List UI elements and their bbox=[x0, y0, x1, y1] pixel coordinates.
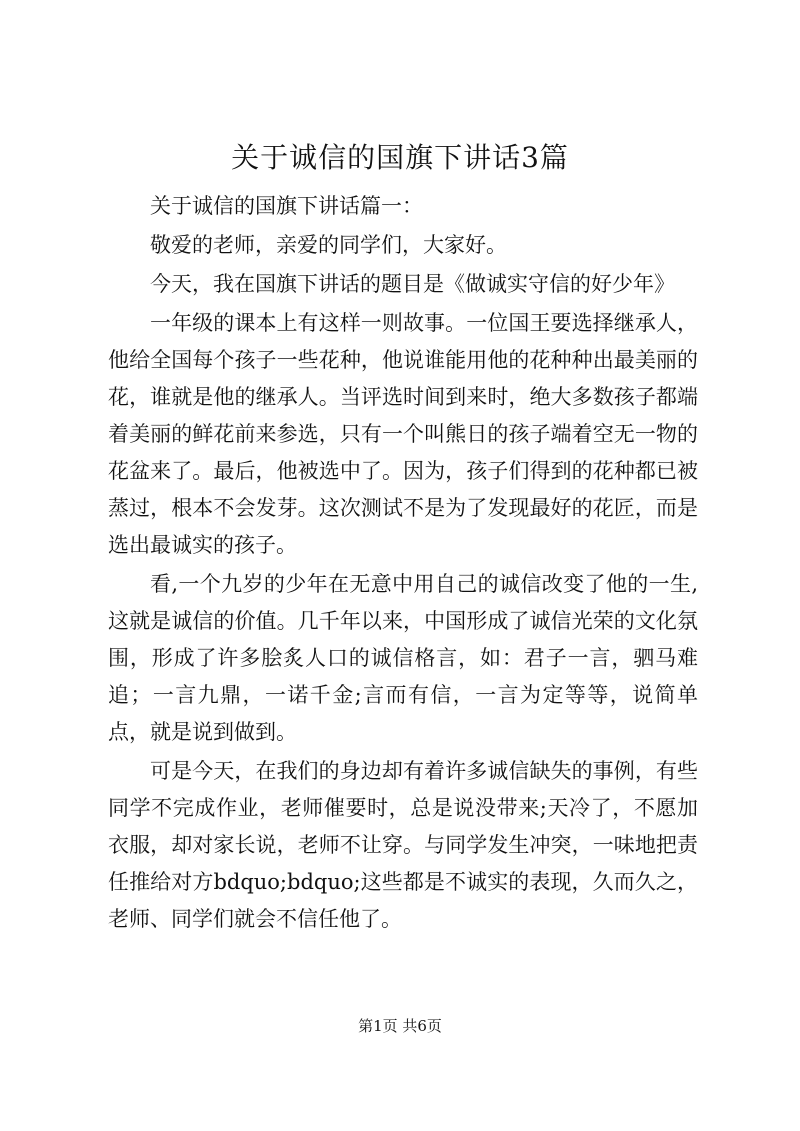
document-title: 关于诚信的国旗下讲话3篇 bbox=[231, 141, 569, 174]
paragraph-story: 一年级的课本上有这样一则故事。一位国王要选择继承人，他给全国每个孩子一些花种，他说谁能用他的花种种出最美丽的花，谁就是他的继承人。当评选时间到来时，绝大多数孩子都端着美丽的鲜花前来参选，只有一个叫熊日的孩子端着空无一物的花盆来了。最后，他被选中了。因为，孩子们得到的花种都已被蒸过，根本不会发芽。这次测试不是为了发现最好的花匠，而是选出最诚实的孩子。 bbox=[108, 311, 698, 557]
page-number: 第1页 共6页 bbox=[358, 1017, 442, 1035]
paragraph-topic: 今天，我在国旗下讲话的题目是《做诚实守信的好少年》 bbox=[150, 272, 675, 296]
paragraph-heading: 关于诚信的国旗下讲话篇一： bbox=[150, 194, 423, 218]
paragraph-examples: 可是今天，在我们的身边却有着许多诚信缺失的事例，有些同学不完成作业，老师催要时，总是说没带来;天冷了，不愿加衣服，却对家长说，老师不让穿。与同学发生冲突，一味地把责任推给对方bdquo;bdquo;这些都是不诚实的表现，久而久之，老师、同学们就会不信任他了。 bbox=[108, 759, 698, 931]
document-body bbox=[108, 188, 698, 938]
paragraph-greeting: 敬爱的老师，亲爱的同学们，大家好。 bbox=[150, 233, 507, 257]
paragraph-value: 看,一个九岁的少年在无意中用自己的诚信改变了他的一生,这就是诚信的价值。几千年以来，中国形成了诚信光荣的文化氛围，形成了许多脍炙人口的诚信格言，如：君子一言，驷马难追；一言九鼎，一诺千金;言而有信，一言为定等等，说简单点，就是说到做到。 bbox=[108, 572, 698, 744]
